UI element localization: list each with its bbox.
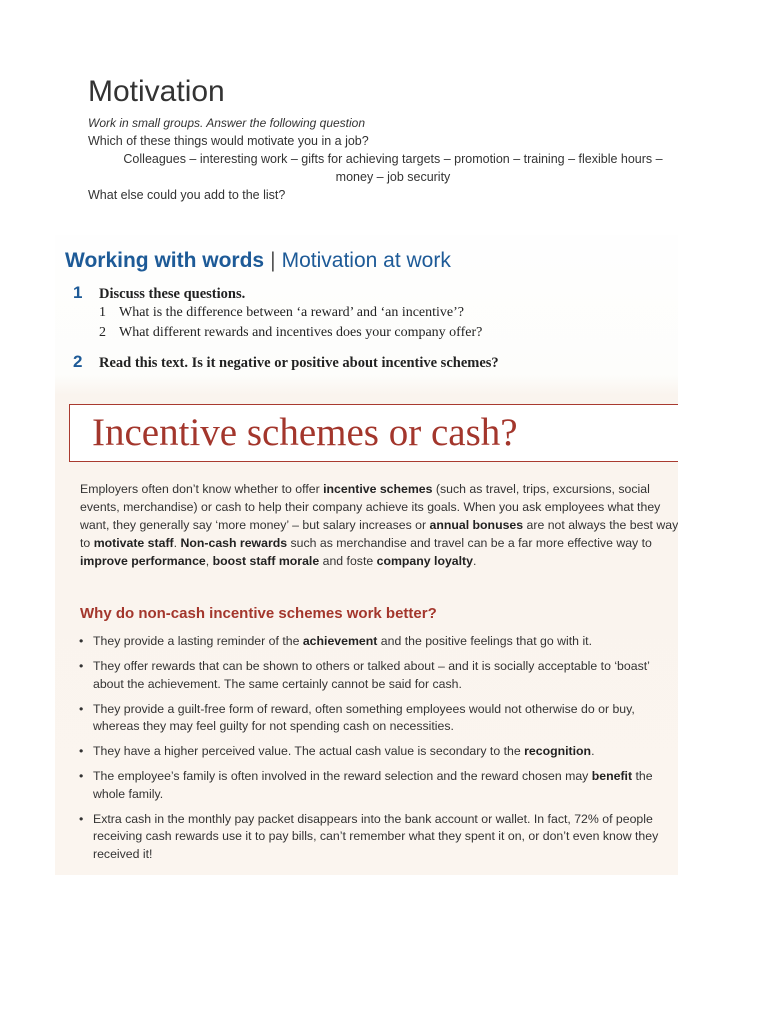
list-item [77, 743, 677, 761]
task-1-question-1 [99, 305, 464, 321]
list-text: They provide a guilt-free form of reward, often something employees would not otherwise do or buy, whereas they may feel guilty for not spending cash on necessities. [93, 701, 635, 733]
bullet-icon: • [79, 744, 84, 758]
question-2-number: 2 [99, 325, 106, 340]
para-keyword: incentive schemes [323, 482, 433, 496]
task-2 [73, 352, 499, 372]
article-title: Incentive schemes or cash? [92, 411, 518, 454]
para-keyword: Non-cash rewards [180, 536, 288, 550]
section-subtitle: Motivation at work [281, 249, 451, 272]
article-subheading: Why do non-cash incentive schemes work better? [80, 605, 437, 622]
para-keyword: boost staff morale [212, 554, 320, 568]
scanned-textbook-page [55, 235, 678, 875]
instruction-text: Work in small groups. Answer the following question [88, 116, 366, 130]
task-1-text: Discuss these questions. [99, 286, 246, 302]
followup-question: What else could you add to the list? [88, 188, 286, 202]
list-item [77, 633, 677, 651]
bullet-icon: • [79, 701, 84, 716]
para-text: Employers often don’t know whether to offer [80, 482, 324, 496]
task-2-text: Read this text. Is it negative or positive about incentive schemes? [99, 355, 499, 371]
section-separator: | [270, 249, 276, 272]
list-text: They provide a lasting reminder of the [93, 634, 303, 648]
para-keyword: improve performance [80, 554, 206, 568]
question-2-text: What different rewards and incentives does your company offer? [119, 325, 483, 340]
bullet-icon: • [79, 769, 84, 783]
list-keyword: achievement [302, 634, 378, 648]
list-text: They have a higher perceived value. The actual cash value is secondary to the [93, 744, 525, 758]
list-text: The employee’s family is often involved in the reward selection and the reward chosen may [93, 769, 592, 783]
question-1-text: What is the difference between ‘a reward’ and ‘an incentive’? [119, 305, 465, 320]
para-keyword: company loyalty [376, 554, 473, 568]
worksheet-header [88, 74, 698, 204]
para-text: , [205, 554, 213, 568]
list-text: and the positive feelings that go with it. [377, 634, 593, 648]
list-text: They offer rewards that can be shown to others or talked about – and it is socially acceptable to ‘boast’ about the achievement. The same certainly cannot be said for cash. [93, 659, 650, 691]
para-text: . [472, 554, 477, 568]
list-item [77, 701, 677, 736]
para-text: and foste [319, 554, 377, 568]
list-item [77, 811, 677, 864]
section-heading [65, 247, 451, 275]
bullet-icon: • [79, 634, 84, 648]
question-1-number: 1 [99, 305, 106, 320]
bullet-icon: • [79, 811, 84, 826]
bullet-icon: • [79, 659, 84, 673]
page-title: Motivation [88, 75, 225, 108]
article-title-banner [69, 404, 678, 462]
list-text: Extra cash in the monthly pay packet disappears into the bank account or wallet. In fact, 72% of people receiving cash rewards use it to pay bills, can’t remember what they spent it on, or don’t even know they received it! [93, 811, 659, 861]
section-title: Working with words [65, 249, 265, 272]
para-text: (such as travel, trips, excursions, social events, merchandise) or cash to help their company achieve its goals. When you ask employees what they want, they generally say ‘more money’ – but salary increases or [80, 482, 661, 532]
list-item [77, 768, 677, 803]
task-1 [73, 283, 245, 303]
task-1-number: 1 [73, 283, 83, 302]
list-keyword: benefit [591, 769, 633, 783]
task-1-question-2 [99, 325, 482, 341]
article-intro-paragraph [80, 480, 678, 570]
options-line-1: Colleagues – interesting work – gifts for achieving targets – promotion – training – flexible hours – [123, 152, 663, 166]
list-text: . [591, 744, 595, 758]
list-text: the whole family. [93, 769, 653, 801]
para-keyword: annual bonuses [429, 518, 524, 532]
options-line-2: money – job security [335, 170, 451, 184]
task-2-number: 2 [73, 352, 83, 371]
para-text: such as merchandise and travel can be a far more effective way to [287, 536, 652, 550]
para-text: are not always the best way to [80, 518, 678, 550]
para-keyword: motivate staff [93, 536, 174, 550]
list-keyword: recognition [524, 744, 592, 758]
question-text: Which of these things would motivate you in a job? [88, 134, 369, 148]
para-text: . [173, 536, 181, 550]
list-item [77, 658, 677, 693]
reasons-list [77, 633, 677, 871]
